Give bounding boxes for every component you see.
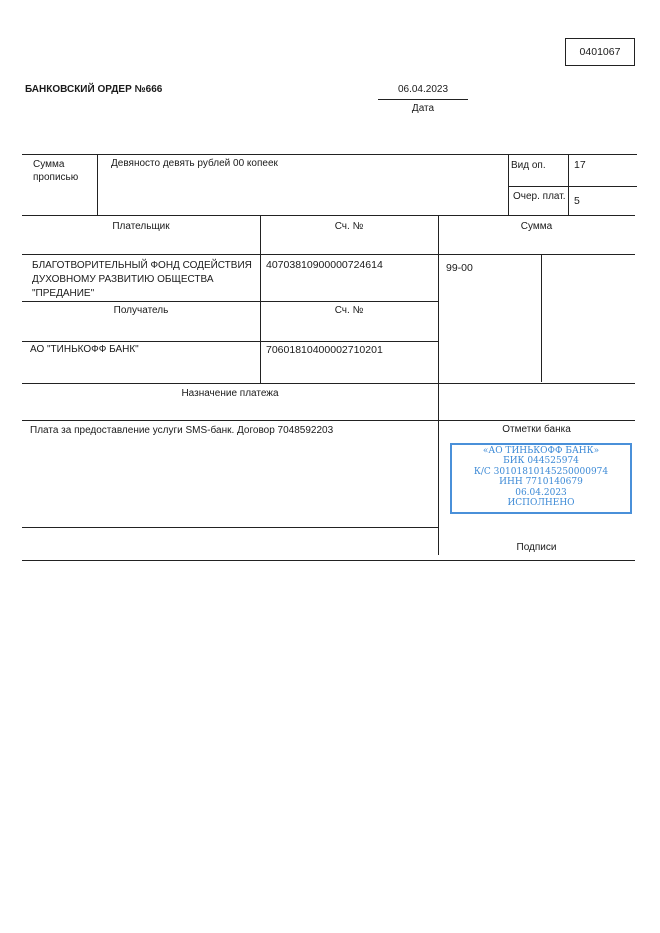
stamp-line: «АО ТИНЬКОФФ БАНК»: [482, 446, 600, 456]
recipient-header: Получатель: [113, 305, 169, 316]
recipient-name: АО "ТИНЬКОФФ БАНК": [30, 344, 139, 355]
divider: [568, 154, 569, 215]
payer-name: [32, 259, 252, 301]
date-value: 06.04.2023: [397, 84, 449, 95]
divider: [438, 215, 439, 555]
payer-account-header: Сч. №: [334, 221, 364, 232]
divider: [22, 215, 635, 216]
op-type-value: 17: [574, 159, 586, 171]
recipient-account: 70601810400002710201: [266, 344, 383, 356]
divider: [508, 154, 509, 215]
payer-name-line: ДУХОВНОМУ РАЗВИТИЮ ОБЩЕСТВА: [32, 274, 214, 285]
divider: [97, 154, 98, 215]
op-type-label: Вид оп.: [511, 160, 546, 171]
divider: [22, 383, 635, 384]
divider: [22, 560, 635, 561]
divider: [22, 301, 438, 302]
divider: [22, 254, 635, 255]
payer-name-line: БЛАГОТВОРИТЕЛЬНЫЙ ФОНД СОДЕЙСТВИЯ: [32, 260, 252, 271]
stamp-line: ИСПОЛНЕНО: [507, 498, 575, 509]
amount-header: Сумма: [520, 221, 553, 232]
recipient-account-header: Сч. №: [334, 305, 364, 316]
payer-name-line: "ПРЕДАНИЕ": [32, 288, 95, 299]
form-code: 0401067: [565, 38, 635, 66]
divider: [508, 186, 637, 187]
divider: [22, 341, 438, 342]
priority-value: 5: [574, 195, 580, 207]
date-underline: [378, 99, 468, 100]
stamp-line: БИК 044525974: [503, 456, 579, 467]
purpose-value: Плата за предоставление услуги SMS-банк. Договор 7048592203: [30, 425, 334, 436]
stamp-line: К/С 30101810145250000974: [473, 466, 609, 477]
payer-account: 40703810900000724614: [266, 259, 383, 271]
bank-stamp: [450, 443, 632, 514]
stamp-line: ИНН 7710140679: [499, 477, 583, 488]
amount-words-label-line: Сумма: [33, 159, 65, 170]
stamp-line: 06.04.2023: [515, 487, 567, 498]
amount-value: 99-00: [446, 262, 473, 274]
purpose-header: Назначение платежа: [181, 388, 279, 399]
divider: [260, 215, 261, 383]
signatures-label: Подписи: [516, 542, 557, 553]
divider: [22, 420, 635, 421]
amount-words-value: Девяносто девять рублей 00 копеек: [111, 158, 278, 169]
date-label: Дата: [411, 103, 435, 114]
divider: [541, 254, 542, 382]
divider: [22, 154, 637, 155]
bank-marks-header: Отметки банка: [502, 424, 571, 435]
priority-label: Очер. плат.: [513, 191, 566, 202]
payer-header: Плательщик: [112, 221, 170, 232]
divider: [22, 527, 438, 528]
amount-words-label: [33, 158, 78, 184]
document-title: БАНКОВСКИЙ ОРДЕР №666: [25, 84, 163, 95]
amount-words-label-line: прописью: [33, 172, 79, 183]
